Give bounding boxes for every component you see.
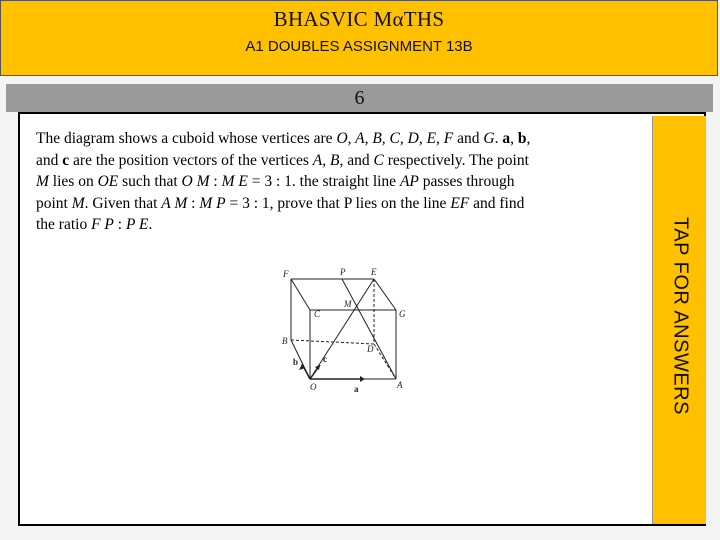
q-text: ,	[526, 130, 531, 147]
q-text: respectively. The point	[383, 151, 529, 169]
q-fp: F P	[91, 216, 114, 233]
question-number-bar	[6, 84, 713, 112]
q-line-ef: EF	[450, 194, 470, 212]
q-vertex-c: C	[373, 151, 384, 169]
q-vector-b: b	[517, 130, 527, 147]
q-text: .	[148, 216, 153, 233]
q-text: lies on	[48, 173, 98, 190]
q-text: and	[36, 151, 63, 169]
q-om: O M	[181, 173, 210, 190]
label-b: B	[282, 336, 288, 346]
q-text: passes through	[418, 173, 515, 190]
label-c: C	[314, 309, 321, 319]
q-vertices-abc: A, B,	[312, 151, 344, 169]
q-text: :	[113, 216, 126, 233]
q-text: = 3 : 1, prove that P lies on the line	[225, 194, 451, 212]
question-number: 6	[354, 87, 365, 109]
q-text: are the position vectors of the vertices	[69, 151, 313, 169]
label-vector-c: c	[323, 354, 327, 364]
arrowhead-a-icon	[360, 376, 365, 382]
tap-for-answers-label: TAP FOR ANSWERS	[669, 217, 692, 415]
edge-fc	[291, 279, 310, 310]
label-a: A	[397, 380, 403, 390]
q-vector-c: c	[62, 151, 70, 169]
q-text: .	[494, 130, 503, 147]
q-vertices: O, A, B, C, D, E, F	[336, 130, 454, 147]
label-p: P	[340, 267, 346, 277]
question-text	[36, 128, 636, 236]
label-g: G	[399, 309, 406, 319]
q-text: . Given that	[84, 194, 162, 212]
q-am: A M	[161, 194, 188, 212]
label-vector-a: a	[354, 384, 359, 394]
line-oe	[310, 279, 374, 379]
header-title: BHASVIC MαTHS	[273, 7, 445, 31]
q-line-oe: OE	[97, 173, 119, 190]
header-subtitle: A1 DOUBLES ASSIGNMENT 13B	[245, 38, 473, 55]
q-point-m: M	[36, 173, 49, 190]
q-vertex-g: G	[483, 130, 495, 147]
q-text: and	[343, 151, 374, 169]
edge-eg	[374, 279, 396, 310]
q-vector-a: a	[502, 130, 511, 147]
label-f: F	[283, 269, 289, 279]
q-point-m: M	[71, 194, 85, 212]
tap-for-answers-button[interactable]	[652, 116, 706, 524]
q-me: M E	[221, 173, 248, 190]
q-text: ,	[510, 130, 518, 147]
q-text: and find	[469, 194, 525, 212]
q-text: = 3 : 1. the straight line	[247, 173, 400, 190]
q-mp: M P	[199, 194, 226, 212]
label-d: D	[367, 344, 374, 354]
label-o: O	[310, 382, 317, 392]
line-ap	[342, 279, 396, 379]
slide-header	[0, 0, 718, 76]
cuboid-svg	[278, 262, 428, 402]
q-line-ap: AP	[399, 173, 419, 190]
q-pe: P E	[125, 216, 149, 233]
label-vector-b: b	[293, 357, 299, 367]
q-text: and	[453, 130, 484, 147]
q-text: :	[209, 173, 222, 190]
q-text: The diagram shows a cuboid whose vertices are	[36, 130, 337, 147]
q-text: the ratio	[36, 216, 92, 233]
label-m: M	[344, 299, 352, 309]
label-e: E	[371, 267, 377, 277]
q-text: such that	[118, 173, 182, 190]
q-text: :	[187, 194, 200, 212]
cuboid-diagram	[278, 262, 428, 402]
q-text: point	[36, 194, 72, 212]
